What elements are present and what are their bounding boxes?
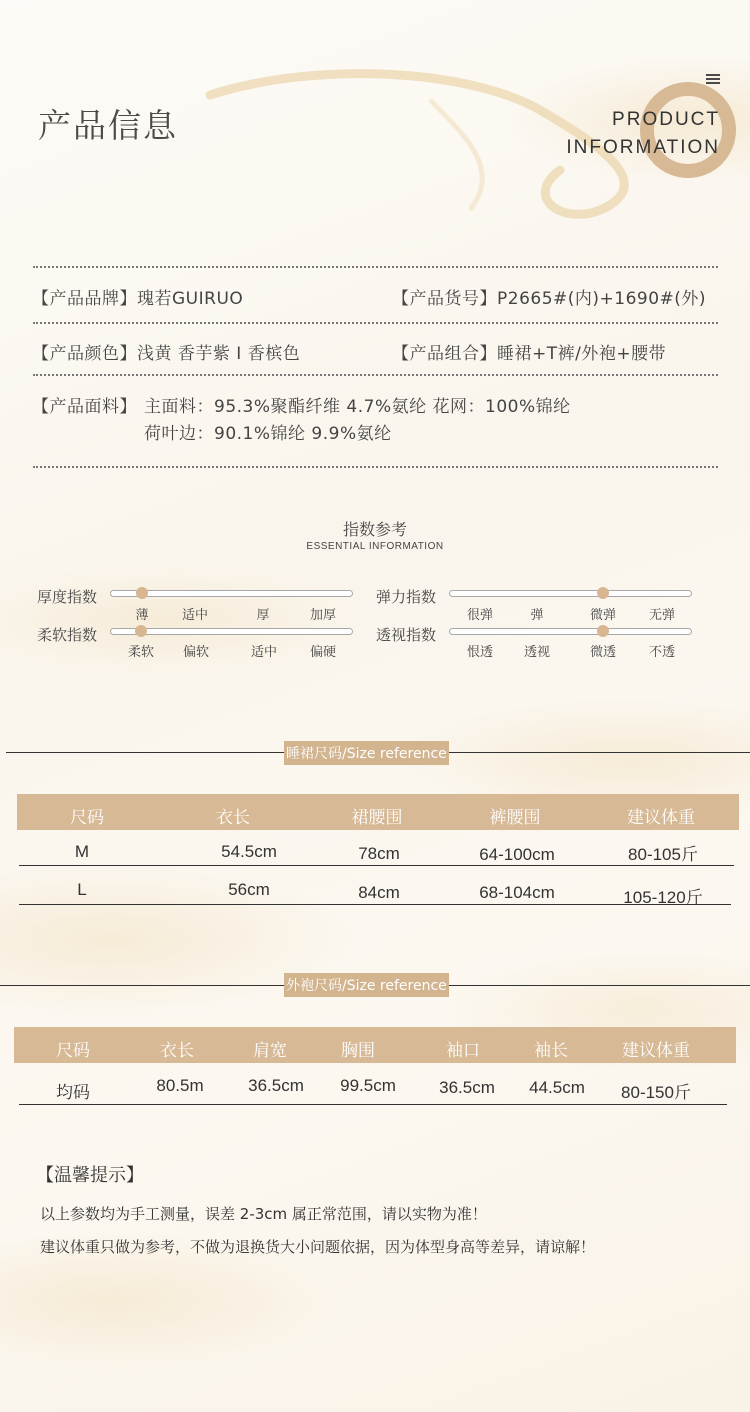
robe-table-cell: 80.5m [156,1076,204,1095]
robe-table-header-cell: 袖口 [446,1041,480,1061]
thickness-tick: 适中 [181,608,209,623]
transparency-tick: 恨透 [466,645,494,660]
english-title-line2: INFORMATION [566,137,720,158]
fabric-label: 【产品面料】 [32,397,137,417]
elasticity-slider-knob [597,587,609,599]
thickness-slider-knob [136,587,148,599]
dress-table-cell: 56cm [228,880,270,899]
softness-tick: 偏软 [182,645,210,660]
color-label: 【产品颜色】 [32,344,137,364]
combo-value: 睡裙+T裤/外袍+腰带 [497,344,667,364]
elasticity-tick: 很弹 [466,608,494,623]
robe-table-cell: 44.5cm [529,1078,585,1097]
tips-title: 【温馨提示】 [36,1165,144,1186]
dress-table-cell: 68-104cm [479,883,555,902]
dress-table-header-cell: 裤腰围 [489,808,541,828]
dress-table-header-cell: 建议体重 [627,808,695,828]
index-title: 指数参考 [342,520,407,539]
dress-table-header-cell: 尺码 [70,808,104,828]
color-row [32,339,300,364]
thickness-tick: 加厚 [309,608,337,623]
softness-slider-knob [135,625,147,637]
dotted-divider [33,322,718,324]
tips-line-1: 以上参数均为手工测量，误差 2-3cm 属正常范围，请以实物为准！ [40,1205,487,1223]
robe-table-header-cell: 尺码 [56,1041,90,1061]
dress-table-cell: 54.5cm [221,842,277,861]
dress-table-cell: 84cm [358,883,400,902]
robe-table-cell: 80-150斤 [621,1083,691,1102]
combo-label: 【产品组合】 [392,344,497,364]
dress-table-cell: 105-120斤 [623,888,703,907]
tips-line-2: 建议体重只做为参考，不做为退换货大小问题依据，因为体型身高等差异，请谅解！ [40,1238,596,1256]
dress-table-cell: 80-105斤 [628,845,698,864]
dress-table-header-cell: 衣长 [216,808,250,828]
elasticity-slider-track [449,590,692,597]
thickness-label: 厚度指数 [37,588,98,606]
robe-table-header-cell: 衣长 [160,1041,194,1061]
dress-table-cell: L [77,880,87,899]
robe-table-cell: 36.5cm [439,1078,495,1097]
robe-table-cell: 99.5cm [340,1076,396,1095]
english-title-line1: PRODUCT [612,109,720,130]
brand-label: 【产品品牌】 [32,289,137,309]
transparency-tick: 不透 [648,645,676,660]
softness-tick: 偏硬 [309,645,337,660]
fabric-line-2: 荷叶边：90.1%锦纶 9.9%氨纶 [144,424,392,444]
dotted-divider [33,374,718,376]
elasticity-tick: 无弹 [648,608,676,623]
dress-table-header-cell: 裙腰围 [351,808,403,828]
elasticity-tick: 微弹 [589,608,617,623]
softness-tick: 适中 [250,645,278,660]
sku-row [392,284,706,309]
sku-value: P2665#(内)+1690#(外) [497,289,707,309]
robe-table-header-cell: 袖长 [534,1041,568,1061]
softness-label: 柔软指数 [37,626,98,644]
softness-tick: 柔软 [127,645,155,660]
robe-table-cell: 36.5cm [248,1076,304,1095]
transparency-tick: 透视 [523,645,551,660]
brand-value: 瑰若GUIRUO [137,289,244,309]
elasticity-tick: 弹 [530,608,544,623]
table-row-divider [19,1104,727,1105]
thickness-tick: 薄 [135,608,149,623]
english-title [566,106,720,162]
elasticity-label: 弹力指数 [376,588,437,606]
dotted-divider [33,466,718,468]
dress-table-cell: M [74,842,90,861]
index-subtitle: ESSENTIAL INFORMATION [306,541,444,552]
menu-icon[interactable] [706,74,720,86]
dress-table-cell: 64-100cm [479,845,555,864]
dress-size-section-title: 睡裙尺码/Size reference [284,741,449,765]
robe-size-section-title: 外袍尺码/Size reference [284,973,449,997]
transparency-slider-track [449,628,692,635]
sku-label: 【产品货号】 [392,289,497,309]
color-value: 浅黄 香芋紫 I 香槟色 [137,344,301,364]
transparency-slider-knob [597,625,609,637]
transparency-tick: 微透 [589,645,617,660]
robe-table-cell: 均码 [56,1083,90,1103]
thickness-tick: 厚 [256,608,270,623]
brand-row [32,284,243,309]
page-title: 产品信息 [38,106,178,145]
robe-table-header-cell: 肩宽 [253,1041,287,1061]
transparency-label: 透视指数 [376,626,437,644]
robe-table-header-cell: 胸围 [341,1041,375,1061]
fabric-line-1: 主面料：95.3%聚酯纤维 4.7%氨纶 花网：100%锦纶 [144,397,571,417]
dotted-divider [33,266,718,268]
combo-row [392,339,666,364]
table-row-divider [19,865,734,866]
table-row-divider [19,904,731,905]
dress-table-cell: 78cm [358,844,400,863]
robe-table-header-cell: 建议体重 [622,1041,690,1061]
